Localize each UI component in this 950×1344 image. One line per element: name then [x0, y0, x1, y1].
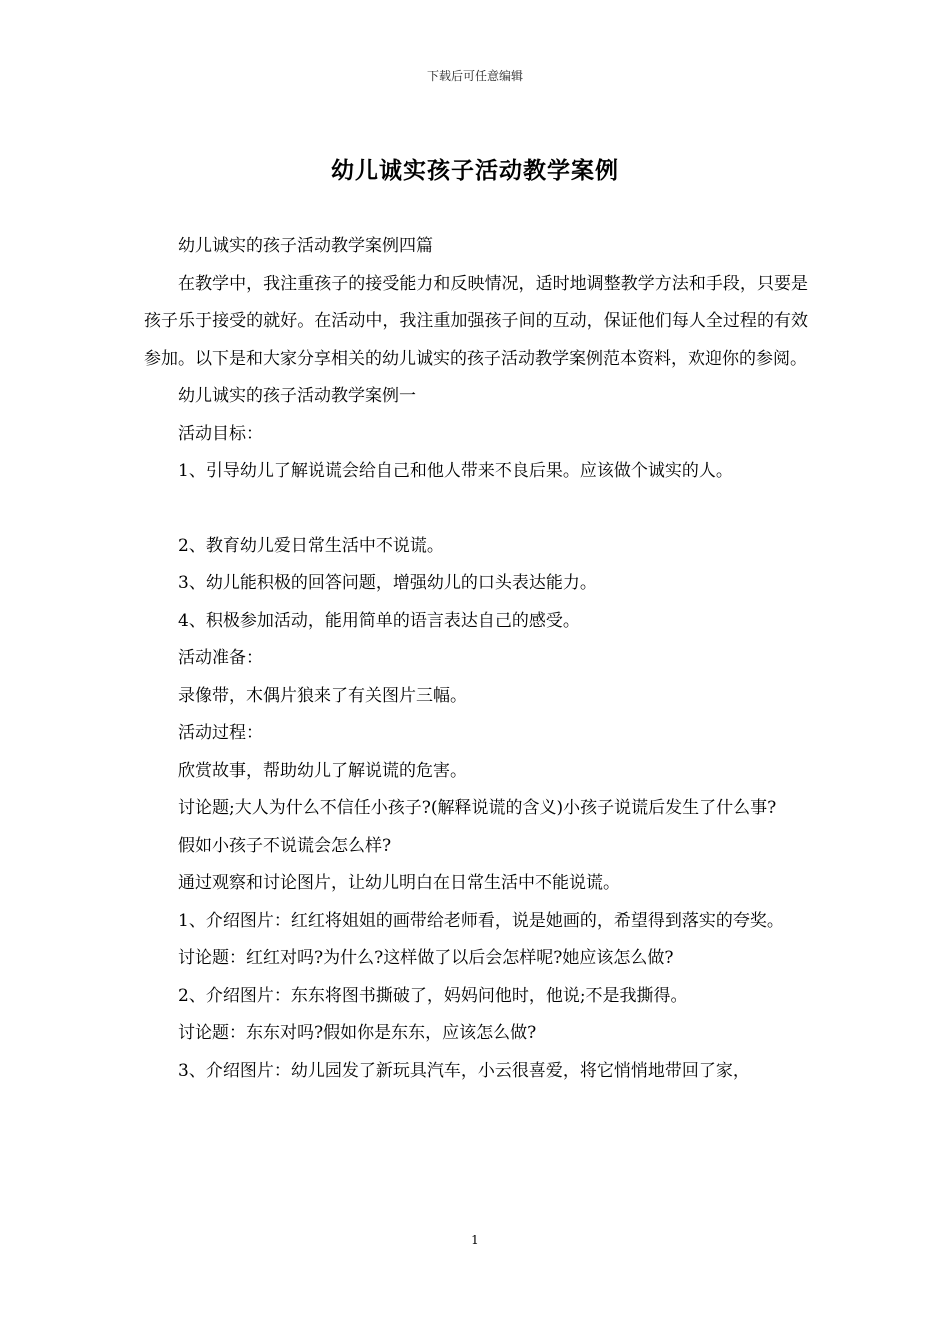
paragraph-process-story: 欣赏故事，帮助幼儿了解说谎的危害。 [178, 760, 467, 781]
paragraph-goal-2: 2、教育幼儿爱日常生活中不说谎。 [178, 535, 444, 556]
paragraph-question: 假如小孩子不说谎会怎么样? [178, 835, 392, 856]
paragraph-intro: 在教学中，我注重孩子的接受能力和反映情况，适时地调整教学方法和手段，只要是孩子乐于接受的就好。在活动中，我注重加强孩子间的互动，保证他们每人全过程的有效参加。以下是和大家分享相关的幼儿诚实的孩子活动教学案例范本资料，欢迎你的参阅。 [144, 273, 808, 369]
paragraph-picture-3: 3、介绍图片：幼儿园发了新玩具汽车，小云很喜爱，将它悄悄地带回了家， [178, 1060, 750, 1081]
paragraph-picture-1: 1、介绍图片：红红将姐姐的画带给老师看，说是她画的，希望得到落实的夸奖。 [178, 910, 784, 931]
paragraph-prep-label: 活动准备： [178, 648, 263, 668]
paragraph-case-heading: 幼儿诚实的孩子活动教学案例一 [178, 386, 416, 406]
page-number: 1 [471, 1233, 479, 1247]
document-title: 幼儿诚实孩子活动教学案例 [331, 157, 619, 184]
paragraph-process-label: 活动过程： [178, 723, 263, 743]
paragraph-picture-2: 2、介绍图片：东东将图书撕破了，妈妈问他时，他说;不是我撕得。 [178, 985, 688, 1006]
paragraph-discussion-2: 讨论题：红红对吗?为什么?这样做了以后会怎样呢?她应该怎么做? [178, 948, 674, 968]
paragraph-goal-4: 4、积极参加活动，能用简单的语言表达自己的感受。 [178, 610, 580, 631]
paragraph-goal-3: 3、幼儿能积极的回答问题，增强幼儿的口头表达能力。 [178, 573, 597, 593]
paragraph-goal-1: 1、引导幼儿了解说谎会给自己和他人带来不良后果。应该做个诚实的人。 [178, 461, 733, 481]
header-note: 下载后可任意编辑 [426, 69, 523, 83]
paragraph-prep-items: 录像带，木偶片狼来了有关图片三幅。 [178, 685, 467, 706]
paragraph-discussion-1: 讨论题;大人为什么不信任小孩子?(解释说谎的含义)小孩子说谎后发生了什么事? [178, 798, 777, 818]
paragraph-goals-label: 活动目标： [178, 423, 263, 444]
document-body [144, 228, 808, 1090]
paragraph-subtitle: 幼儿诚实的孩子活动教学案例四篇 [178, 236, 433, 256]
paragraph-observe: 通过观察和讨论图片，让幼儿明白在日常生活中不能说谎。 [178, 873, 620, 893]
paragraph-discussion-3: 讨论题：东东对吗?假如你是东东，应该怎么做? [178, 1023, 537, 1043]
